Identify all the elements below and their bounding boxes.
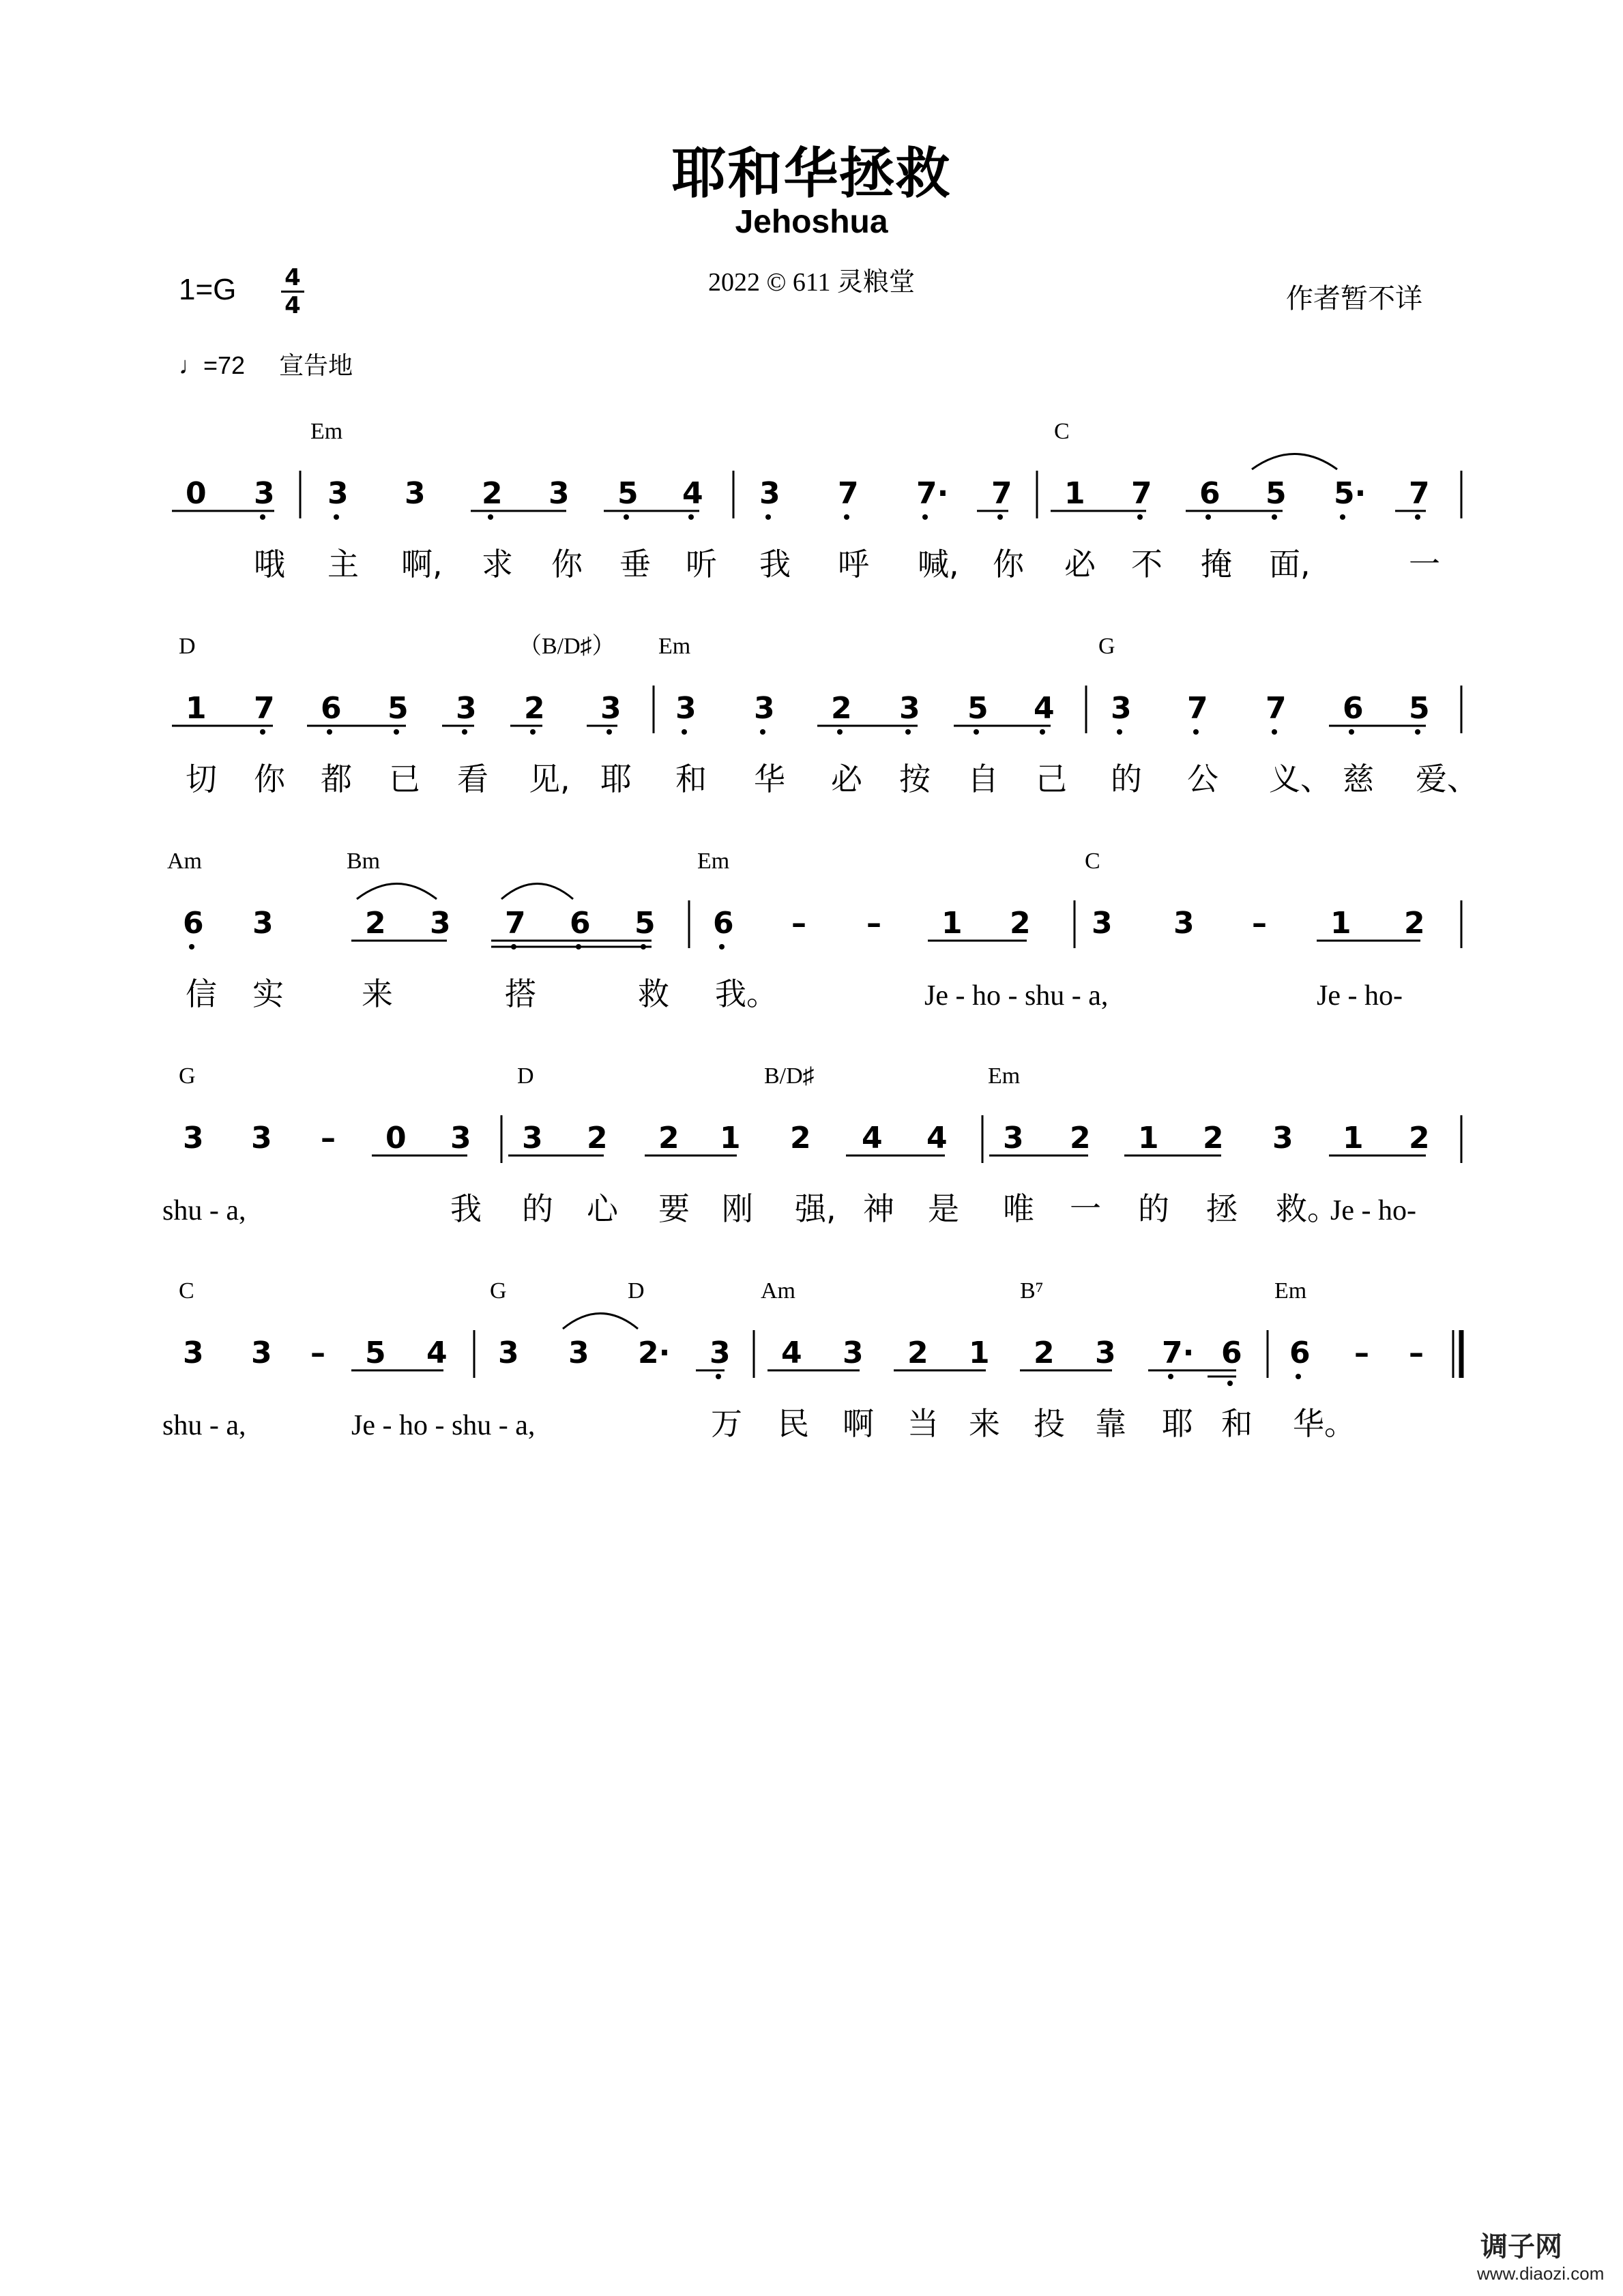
note: 3 (254, 476, 275, 511)
chord-symbol: D (179, 634, 196, 659)
note: 4 (926, 1121, 948, 1156)
octave-dot-below (688, 514, 694, 520)
dash-extension: – (791, 906, 806, 941)
lyric-syllable: 啊 (843, 1405, 874, 1442)
chord-symbol: Bm (347, 849, 381, 874)
note: 4 (426, 1336, 448, 1370)
lyric-latin: Je - ho - shu - a, (351, 1410, 536, 1441)
key-signature: 1=G (179, 273, 237, 306)
octave-dot-below (1137, 514, 1143, 520)
note: 1 (1330, 906, 1351, 941)
song-subtitle: Jehoshua (735, 204, 888, 240)
note: 2 (1010, 906, 1031, 941)
lyric-syllable: 面, (1269, 546, 1311, 583)
note: 7· (1162, 1336, 1195, 1370)
lyric-syllable: 求 (482, 546, 513, 583)
note: 2 (831, 691, 852, 726)
chord-symbol: C (179, 1278, 194, 1304)
watermark-logo: 调子网 (1480, 2231, 1562, 2263)
lyric-syllable: 投 (1034, 1405, 1065, 1442)
slur-arc (563, 1314, 638, 1329)
octave-dot-below (1193, 729, 1199, 735)
chord-symbol: Em (697, 849, 730, 874)
dash-extension: – (321, 1121, 336, 1156)
note: 0 (186, 476, 207, 511)
octave-dot-below (1272, 729, 1277, 735)
note: 7 (254, 691, 275, 726)
note: 1 (941, 906, 963, 941)
watermark-url: www.diaozi.com (1477, 2263, 1605, 2284)
chord-symbol: G (179, 1063, 196, 1089)
lyric-syllable: 的 (522, 1190, 553, 1227)
lyric-syllable: 按 (899, 761, 931, 797)
lyric-syllable: 我 (450, 1190, 482, 1227)
note: 3 (498, 1336, 519, 1370)
chord-symbol: G (490, 1278, 507, 1304)
octave-dot-below (922, 514, 928, 520)
dash-extension: – (1252, 906, 1267, 941)
note: 2 (658, 1121, 679, 1156)
note: 2 (1034, 1336, 1055, 1370)
note: 3 (1003, 1121, 1024, 1156)
note: 5 (1409, 691, 1430, 726)
lyric-syllable: 己 (1036, 761, 1067, 797)
note: 7 (505, 906, 526, 941)
chord-symbol: B⁷ (1020, 1278, 1044, 1304)
lyric-latin: shu - a, (162, 1195, 246, 1226)
time-signature-top: 4 (284, 264, 301, 291)
note: 0 (385, 1121, 407, 1156)
lyric-syllable: 一 (1070, 1190, 1101, 1227)
chord-symbol: Em (658, 634, 691, 659)
note: 3 (251, 1336, 272, 1370)
lyric-syllable: 主 (327, 546, 359, 583)
lyric-syllable: 当 (907, 1405, 939, 1442)
lyric-syllable: 义、 (1269, 761, 1332, 797)
note: 3 (183, 1121, 204, 1156)
note: 3 (899, 691, 920, 726)
note: 1 (186, 691, 207, 726)
octave-dot-below (488, 514, 493, 520)
note: 3 (759, 476, 780, 511)
note: 7 (1187, 691, 1208, 726)
song-title: 耶和华拯救 (671, 141, 952, 205)
lyric-syllable: 救。 (1276, 1190, 1339, 1227)
tempo-value: =72 (203, 351, 246, 379)
lyric-syllable: 的 (1111, 761, 1142, 797)
note: 7 (1409, 476, 1430, 511)
lyric-syllable: 听 (686, 546, 717, 583)
lyric-syllable: 搭 (505, 975, 536, 1012)
note: 1 (1343, 1121, 1364, 1156)
octave-dot-below (1168, 1374, 1173, 1379)
note: 6 (183, 906, 204, 941)
lyric-syllable: 唯 (1003, 1190, 1034, 1227)
note: 5 (967, 691, 989, 726)
time-signature-bottom: 4 (284, 292, 301, 319)
chord-symbol: D (517, 1063, 534, 1089)
octave-dot-below (334, 514, 339, 520)
octave-dot-below (462, 729, 467, 735)
note: 6 (321, 691, 342, 726)
chord-symbol: C (1054, 419, 1070, 444)
note: 2 (482, 476, 503, 511)
chord-symbol: Em (310, 419, 343, 444)
expression-mark: 宣告地 (279, 351, 353, 379)
quarter-note-icon: ♩ (179, 351, 203, 379)
octave-dot-below (682, 729, 687, 735)
lyric-syllable: 垂 (619, 546, 651, 583)
lyric-syllable: 来 (362, 975, 393, 1012)
note: 3 (1272, 1121, 1293, 1156)
octave-dot-below (1117, 729, 1122, 735)
octave-dot-below (1340, 514, 1345, 520)
note: 3 (1095, 1336, 1116, 1370)
note: 2· (638, 1336, 671, 1370)
note: 6 (1221, 1336, 1242, 1370)
note: 7 (991, 476, 1012, 511)
note: 4 (1034, 691, 1055, 726)
lyric-syllable: 都 (321, 761, 352, 797)
lyric-latin: Je - ho- (1317, 980, 1403, 1012)
lyric-syllable: 刚 (722, 1190, 753, 1227)
note: 3 (430, 906, 451, 941)
lyric-syllable: 耶 (600, 761, 632, 797)
octave-dot-below (1349, 729, 1354, 735)
lyric-syllable: 我 (759, 546, 791, 583)
note: 7 (838, 476, 859, 511)
note: 2 (365, 906, 386, 941)
lyric-syllable: 来 (969, 1405, 1000, 1442)
lyric-syllable: 华 (754, 761, 785, 797)
note: 7 (1131, 476, 1152, 511)
note: 3 (1092, 906, 1113, 941)
octave-dot-below (1296, 1374, 1301, 1379)
lyric-syllable: 已 (389, 761, 420, 797)
octave-dot-below (760, 729, 765, 735)
octave-dot-below (997, 514, 1003, 520)
chord-symbol: （B/D♯） (518, 634, 615, 659)
note: 3 (675, 691, 697, 726)
octave-dot-below (974, 729, 979, 735)
note: 3 (1111, 691, 1132, 726)
lyric-syllable: 我。 (715, 975, 778, 1012)
lyric-syllable: 爱、 (1416, 761, 1478, 797)
lyric-syllable: 是 (928, 1190, 959, 1227)
slur-arc (357, 884, 437, 900)
note: 3 (754, 691, 775, 726)
lyric-syllable: 信 (186, 975, 217, 1012)
lyric-syllable: 自 (967, 761, 999, 797)
slur-arc (501, 884, 573, 900)
note: 3 (327, 476, 349, 511)
lyric-latin: Je - ho- (1330, 1195, 1416, 1226)
octave-dot-below (394, 729, 399, 735)
note: 2 (907, 1336, 929, 1370)
lyric-syllable: 你 (551, 546, 583, 583)
note: 6 (1343, 691, 1364, 726)
note: 3 (252, 906, 274, 941)
slur-arc (1252, 454, 1337, 470)
lyric-syllable: 呼 (838, 546, 869, 583)
note: 5 (365, 1336, 386, 1370)
lyric-syllable: 心 (587, 1190, 618, 1227)
note: 7· (916, 476, 949, 511)
lyric-syllable: 你 (993, 546, 1024, 583)
lyric-syllable: 救 (638, 975, 669, 1012)
octave-dot-below (1415, 514, 1420, 520)
note: 4 (781, 1336, 802, 1370)
note: 5 (634, 906, 656, 941)
lyric-syllable: 民 (778, 1405, 809, 1442)
note: 4 (862, 1121, 883, 1156)
note: 5 (1266, 476, 1287, 511)
note: 4 (682, 476, 703, 511)
lyric-syllable: 万 (711, 1405, 742, 1442)
note: 3 (710, 1336, 731, 1370)
note: 6 (713, 906, 734, 941)
note: 6 (1199, 476, 1220, 511)
lyric-syllable: 慈 (1343, 761, 1374, 797)
copyright-line: 2022 © 611 灵粮堂 (708, 268, 915, 297)
octave-dot-below (837, 729, 843, 735)
dash-extension: – (1354, 1336, 1369, 1370)
chord-symbol: G (1098, 634, 1115, 659)
chord-symbol: C (1085, 849, 1100, 874)
chord-symbol: D (628, 1278, 645, 1304)
lyric-syllable: 切 (186, 761, 217, 797)
lyric-syllable: 强, (795, 1190, 836, 1227)
note: 3 (549, 476, 570, 511)
note: 1 (720, 1121, 741, 1156)
octave-dot-below (765, 514, 771, 520)
lyric-syllable: 拯 (1206, 1190, 1238, 1227)
note: 3 (568, 1336, 589, 1370)
lyric-syllable: 华。 (1293, 1405, 1356, 1442)
note: 3 (456, 691, 477, 726)
dash-extension: – (310, 1336, 325, 1370)
note: 2 (524, 691, 545, 726)
note: 2 (1404, 906, 1425, 941)
note: 1 (1138, 1121, 1159, 1156)
lyric-syllable: 不 (1131, 546, 1163, 583)
note: 6 (1289, 1336, 1311, 1370)
note: 3 (450, 1121, 471, 1156)
octave-dot-below (1205, 514, 1211, 520)
octave-dot-below (1227, 1381, 1233, 1386)
lyric-syllable: 和 (1221, 1405, 1253, 1442)
note: 3 (405, 476, 426, 511)
octave-dot-below (716, 1374, 721, 1379)
octave-dot-below (530, 729, 536, 735)
octave-dot-below (260, 729, 265, 735)
lyric-latin: Je - ho - shu - a, (924, 980, 1109, 1012)
note: 3 (1173, 906, 1195, 941)
octave-dot-below (624, 514, 629, 520)
note: 2 (1409, 1121, 1430, 1156)
note: 3 (522, 1121, 543, 1156)
lyric-syllable: 神 (863, 1190, 894, 1227)
lyric-syllable: 喊, (918, 546, 959, 583)
note: 3 (251, 1121, 272, 1156)
note: 5 (388, 691, 409, 726)
note: 1 (969, 1336, 990, 1370)
lyric-latin: shu - a, (162, 1410, 246, 1441)
note: 2 (587, 1121, 608, 1156)
note: 1 (1064, 476, 1085, 511)
lyric-syllable: 和 (675, 761, 707, 797)
octave-dot-below (905, 729, 911, 735)
note: 2 (790, 1121, 811, 1156)
lyric-syllable: 啊, (401, 546, 443, 583)
octave-dot-below (719, 944, 725, 950)
note: 6 (570, 906, 591, 941)
octave-dot-below (1040, 729, 1045, 735)
note: 5· (1334, 476, 1366, 511)
lyric-syllable: 必 (1064, 546, 1096, 583)
lyric-syllable: 见, (529, 761, 570, 797)
lyric-syllable: 一 (1409, 546, 1440, 583)
note: 7 (1266, 691, 1287, 726)
lyric-syllable: 哦 (254, 546, 285, 583)
lyric-syllable: 必 (831, 761, 862, 797)
lyric-syllable: 的 (1138, 1190, 1169, 1227)
chord-symbol: Am (761, 1278, 795, 1304)
chord-symbol: B/D♯ (764, 1063, 815, 1089)
dash-extension: – (1409, 1336, 1424, 1370)
note: 5 (617, 476, 639, 511)
chord-symbol: Em (988, 1063, 1021, 1089)
octave-dot-below (844, 514, 849, 520)
chord-symbol: Em (1274, 1278, 1307, 1304)
lyric-syllable: 看 (457, 761, 488, 797)
octave-dot-below (606, 729, 612, 735)
lyric-syllable: 要 (658, 1190, 690, 1227)
octave-dot-below (260, 514, 265, 520)
note: 2 (1070, 1121, 1091, 1156)
lyric-syllable: 掩 (1201, 546, 1232, 583)
author-credit: 作者暂不详 (1286, 284, 1422, 314)
lyric-syllable: 耶 (1162, 1405, 1193, 1442)
note: 3 (183, 1336, 204, 1370)
lyric-syllable: 靠 (1095, 1405, 1126, 1442)
note: 2 (1203, 1121, 1224, 1156)
octave-dot-below (1415, 729, 1420, 735)
octave-dot-below (327, 729, 332, 735)
dash-extension: – (866, 906, 881, 941)
lyric-syllable: 实 (252, 975, 284, 1012)
octave-dot-below (1272, 514, 1277, 520)
lyric-syllable: 公 (1187, 761, 1218, 797)
chord-symbol: Am (167, 849, 202, 874)
note: 3 (843, 1336, 864, 1370)
lyric-syllable: 你 (254, 761, 285, 797)
note: 3 (600, 691, 622, 726)
octave-dot-below (189, 944, 194, 950)
